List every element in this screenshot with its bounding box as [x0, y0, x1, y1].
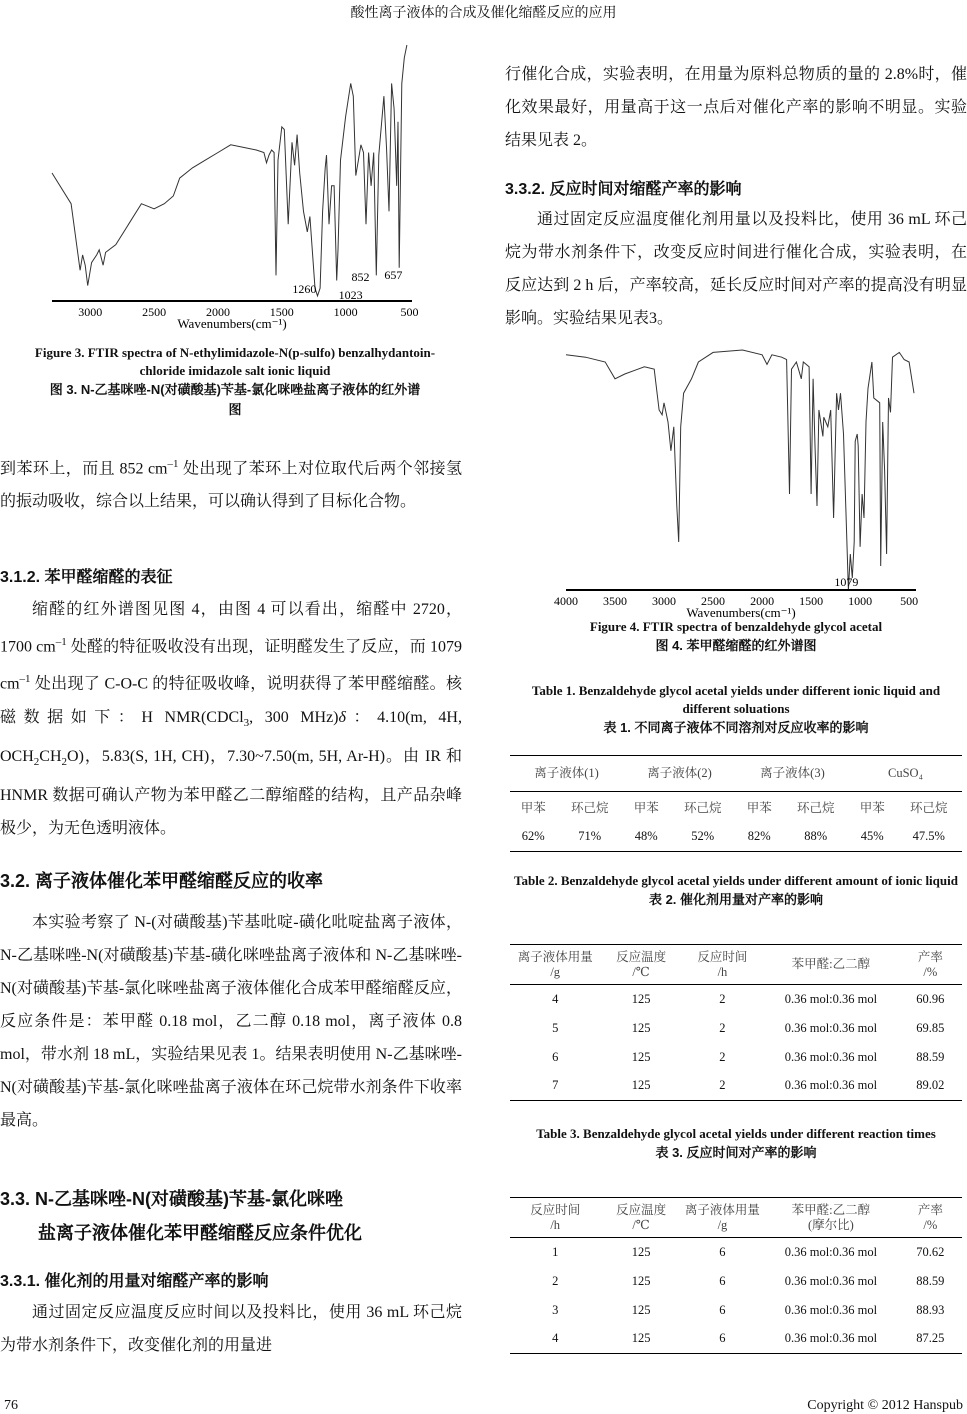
- column-header-line: /h: [717, 964, 728, 979]
- table-header-row: [510, 945, 962, 985]
- table-cell: 3: [552, 1302, 559, 1317]
- table-cell: 0.36 mol:0.36 mol: [784, 1078, 878, 1093]
- table-2-caption-cn: 表 2. 催化剂用量对产率的影响: [648, 892, 824, 907]
- table-cell: 125: [631, 1049, 651, 1064]
- table-1-solvent-header: 环己烷: [683, 800, 722, 815]
- column-header-line: /%: [923, 1217, 938, 1232]
- table-1-caption-en: Table 1. Benzaldehyde glycol acetal yields under different ionic liquid and different soluations: [531, 683, 941, 716]
- table-1-group-header: 离子液体(1): [534, 766, 599, 780]
- table-1-value: 45%: [860, 828, 884, 843]
- text-run: 通过固定反应温度催化剂用量以及投料比，使用 36 mL 环己烷为带水剂条件下，改变反应时间进行催化合成，实验表明，在反应达到 2 h 后，产率较高，延长反应时间对产率的提高没有明显影响。实验结果见表3。: [505, 211, 967, 327]
- table-row: [510, 1014, 962, 1043]
- table-cell: 2: [719, 1078, 726, 1093]
- column-header-line: /%: [923, 964, 938, 979]
- table-cell: 4: [552, 991, 559, 1006]
- column-header: [763, 945, 899, 985]
- peak-annotation: 657: [384, 268, 403, 282]
- section-3-3-1-heading: 3.3.1. 催化剂的用量对缩醛产率的影响: [0, 1273, 269, 1290]
- section-3-3-2-heading: 3.3.2. 反应时间对缩醛产率的影响: [505, 181, 742, 198]
- table-cell: 0.36 mol:0.36 mol: [784, 1049, 878, 1064]
- peak-annotation: 1079: [834, 575, 859, 589]
- column-header-line: /℃: [632, 1217, 650, 1232]
- column-header-line: 反应温度: [616, 1202, 667, 1217]
- x-tick-label: 3000: [652, 594, 677, 608]
- table-cell: 0.36 mol:0.36 mol: [784, 1244, 878, 1259]
- figure-4-caption-en: Figure 4. FTIR spectra of benzaldehyde glycol acetal: [589, 619, 883, 634]
- section-3-2-heading: 3.2. 离子液体催化苯甲醛缩醛反应的收率: [0, 871, 324, 891]
- figure-4-caption-cn: 图 4. 苯甲醛缩醛的红外谱图: [655, 638, 817, 653]
- text-run: 通过固定反应温度反应时间以及投料比，使用 36 mL 环己烷为带水剂条件下，改变催化剂的用量进: [0, 1304, 462, 1354]
- table-2: [510, 944, 962, 1101]
- table-1-solvent-header: 甲苯: [746, 800, 772, 815]
- column-header-line: 苯甲醛:乙二醇: [791, 1202, 871, 1217]
- table-row: [510, 1296, 962, 1325]
- x-tick-label: 3500: [603, 594, 628, 608]
- table-cell: 125: [631, 1302, 651, 1317]
- column-header-line: /℃: [632, 964, 650, 979]
- x-tick-label: 2500: [142, 305, 167, 319]
- text-run: –1: [167, 458, 179, 470]
- table-1-solvent-header: 环己烷: [570, 800, 609, 815]
- column-header: [899, 945, 962, 985]
- table-1-group-header: CuSO₄: [888, 766, 923, 780]
- column-header-line: /h: [550, 1217, 561, 1232]
- figure-4-ftir-chart: [540, 340, 940, 620]
- table-cell: 0.36 mol:0.36 mol: [784, 991, 878, 1006]
- x-tick-label: 2000: [205, 305, 230, 319]
- x-axis-label: Wavenumbers(cm⁻¹): [177, 316, 287, 331]
- table-cell: 125: [631, 1273, 651, 1288]
- table-cell: 0.36 mol:0.36 mol: [784, 1020, 878, 1035]
- table-1-solvent-header: 甲苯: [520, 800, 546, 815]
- paragraph-conclusion: [0, 448, 462, 518]
- table-cell: 4: [552, 1331, 559, 1346]
- copyright: Copyright © 2012 Hanspub: [807, 1398, 963, 1413]
- table-cell: 70.62: [916, 1244, 945, 1259]
- table-cell: 2: [719, 1049, 726, 1064]
- table-cell: 6: [719, 1244, 726, 1259]
- table-1-solvent-header: 环己烷: [909, 800, 948, 815]
- table-row: [510, 1043, 962, 1072]
- column-header: [899, 1198, 962, 1238]
- x-tick-label: 500: [400, 305, 419, 319]
- column-header: [600, 1198, 681, 1238]
- table-cell: 5: [552, 1020, 559, 1035]
- table-row: [510, 1238, 962, 1267]
- table-cell: 125: [631, 991, 651, 1006]
- table-1-solvent-header: 环己烷: [796, 800, 835, 815]
- section-3-3-heading-line1: 3.3. N-乙基咪唑-N(对磺酸基)苄基-氯化咪唑: [0, 1189, 343, 1209]
- table-cell: 88.59: [916, 1273, 945, 1288]
- table-1-solvent-header: 甲苯: [859, 800, 885, 815]
- table-cell: 6: [552, 1049, 559, 1064]
- table-row: [510, 1267, 962, 1296]
- column-header: [682, 945, 763, 985]
- text-run: 处出现了苯环上对位取代后两个邻接氢的振动吸收，综合以上结果，可以确认得到了目标化合物。: [0, 460, 462, 511]
- x-tick-label: 1000: [848, 594, 873, 608]
- column-header: [510, 1198, 600, 1238]
- column-header-line: 产率: [917, 1202, 943, 1217]
- table-cell: 88.59: [916, 1049, 945, 1064]
- x-tick-label: 4000: [554, 594, 578, 608]
- text-run: 处出现了 C-O-C 的特征吸收峰，说明获得了苯甲醛缩醛。核磁数据如下：H NMR(CDCl: [0, 675, 462, 726]
- table-cell: 2: [719, 1020, 726, 1035]
- table-cell: 1: [552, 1244, 559, 1259]
- text-run: δ: [338, 708, 346, 726]
- table-3: [510, 1197, 962, 1354]
- x-tick-label: 500: [900, 594, 919, 608]
- table-1: [510, 755, 962, 852]
- table-cell: 125: [631, 1331, 651, 1346]
- table-1-value: 47.5%: [912, 828, 945, 843]
- x-tick-label: 1500: [269, 305, 294, 319]
- text-run: 到苯环上，而且 852 cm: [0, 460, 168, 478]
- table-3-caption-cn: 表 3. 反应时间对产率的影响: [655, 1145, 817, 1160]
- x-tick-label: 1000: [333, 305, 358, 319]
- peak-annotation: 1260: [292, 282, 317, 296]
- table-row: [510, 1325, 962, 1354]
- column-header-line: 苯甲醛:乙二醇: [791, 957, 871, 971]
- table-cell: 2: [719, 991, 726, 1006]
- table-cell: 69.85: [916, 1020, 945, 1035]
- text-run: 行催化合成，实验表明，在用量为原料总物质的量的 2.8%时，催化效果最好，用量高于这一点后对催化产率的影响不明显。实验结果见表 2。: [505, 66, 967, 149]
- table-1-caption-cn: 表 1. 不同离子液体不同溶剂对反应收率的影响: [603, 720, 869, 735]
- table-1-value: 48%: [634, 828, 658, 843]
- text-run: O)，5.83(S, 1H, CH)，7.30~7.50(m, 5H, Ar-H)。由 IR 和 HNMR 数据可确认产物为苯甲醛乙二醇缩醛的结构，且产品杂峰极少，为无色透明液体。: [0, 747, 462, 838]
- table-row: [510, 985, 962, 1014]
- column-header-line: 反应时间: [530, 1202, 581, 1217]
- text-run: –1: [19, 673, 31, 686]
- page-number: 76: [4, 1398, 18, 1413]
- figure-3-caption-en: Figure 3. FTIR spectra of N-ethylimidazole-N(p-sulfo) benzalhydantoin-chloride imidazole salt ionic liquid: [34, 345, 436, 378]
- text-run: ：4.10(m, 4H, OCH: [0, 708, 462, 765]
- x-tick-label: 1500: [799, 594, 824, 608]
- table-2-caption-en: Table 2. Benzaldehyde glycol acetal yields under different amount of ionic liquid: [514, 873, 958, 888]
- paragraph-acetal-characterization: [0, 593, 462, 845]
- x-tick-label: 2500: [701, 594, 726, 608]
- table-cell: 0.36 mol:0.36 mol: [784, 1302, 878, 1317]
- column-header: [763, 1198, 899, 1238]
- column-header-line: (摩尔比): [807, 1217, 854, 1232]
- x-tick-label: 3000: [78, 305, 103, 319]
- text-run: 处醛的特征吸收没有出现，证明醛发生了反应，而 1079 cm: [0, 638, 462, 693]
- peak-annotation: 852: [351, 270, 370, 284]
- table-3-caption-en: Table 3. Benzaldehyde glycol acetal yields under different reaction times: [536, 1126, 936, 1141]
- table-1-value: 52%: [691, 828, 715, 843]
- column-header-line: 离子液体用量: [684, 1202, 760, 1217]
- table-header-row: [510, 1198, 962, 1238]
- column-header-line: 反应温度: [616, 949, 667, 964]
- section-3-1-2-heading: 3.1.2. 苯甲醛缩醛的表征: [0, 569, 173, 586]
- table-1-group-header: 离子液体(2): [647, 766, 712, 780]
- table-cell: 2: [552, 1273, 559, 1288]
- text-run: 3: [243, 716, 250, 729]
- x-tick-label: 2000: [750, 594, 775, 608]
- paragraph-yield: [0, 906, 462, 1137]
- paragraph-catalyst-result: [505, 58, 967, 157]
- paragraph-reaction-time: [505, 203, 967, 335]
- table-1-value: 62%: [521, 828, 545, 843]
- table-1-group-header: 离子液体(3): [760, 766, 825, 780]
- table-cell: 125: [631, 1078, 651, 1093]
- table-cell: 6: [719, 1331, 726, 1346]
- text-run: 2: [61, 756, 68, 769]
- column-header-line: 离子液体用量: [517, 949, 593, 964]
- x-axis-label: Wavenumbers(cm⁻¹): [686, 605, 796, 620]
- table-cell: 89.02: [916, 1078, 945, 1093]
- table-1-value: 82%: [747, 828, 771, 843]
- column-header-line: 反应时间: [697, 949, 748, 964]
- column-header: [682, 1198, 763, 1238]
- table-cell: 88.93: [916, 1302, 945, 1317]
- table-row: [510, 1072, 962, 1101]
- column-header-line: 产率: [917, 949, 943, 964]
- table-cell: 87.25: [916, 1331, 945, 1346]
- spectrum-line: [566, 350, 914, 590]
- spectrum-line: [52, 45, 407, 296]
- text-run: 2: [33, 756, 40, 769]
- table-cell: 0.36 mol:0.36 mol: [784, 1331, 878, 1346]
- table-cell: 6: [719, 1302, 726, 1317]
- running-header: 酸性离子液体的合成及催化缩醛反应的应用: [350, 6, 617, 21]
- peak-annotation: 1023: [338, 288, 363, 302]
- text-run: –1: [55, 636, 67, 648]
- table-1-value: 88%: [804, 828, 828, 843]
- section-3-3-heading-line2: 盐离子液体催化苯甲醛缩醛反应条件优化: [38, 1223, 362, 1243]
- table-cell: 125: [631, 1244, 651, 1259]
- table-cell: 0.36 mol:0.36 mol: [784, 1273, 878, 1288]
- text-run: 本实验考察了 N-(对磺酸基)苄基吡啶-磺化吡啶盐离子液体，N-乙基咪唑-N(对磺酸基)苄基-磺化咪唑盐离子液体和 N-乙基咪唑-N(对磺酸基)苄基-氯化咪唑盐离子液体催化合成苯甲醛缩醛反应，反应条件是：苯甲醛 0.18 mol，乙二醇 0.18 mol，离子液体 0.8 mol，带水剂 18 mL，实验结果见表 1。结果表明使用 N-乙基咪唑-N(对磺酸基)苄基-氯化咪唑盐离子液体在环己烷带水剂条件下收率最高。: [0, 914, 462, 1129]
- table-cell: 7: [552, 1078, 559, 1093]
- column-header: [510, 945, 600, 985]
- text-run: 缩醛的红外谱图见图 4，由图 4 可以看出，缩醛中 2720，1700 cm: [0, 601, 462, 656]
- figure-3-caption-cn: 图 3. N-乙基咪唑-N(对磺酸基)苄基-氯化咪唑盐离子液体的红外谱图: [49, 382, 421, 417]
- table-1-solvent-header: 甲苯: [633, 800, 659, 815]
- table-cell: 60.96: [916, 991, 945, 1006]
- column-header: [600, 945, 681, 985]
- figure-3-ftir-chart: [40, 45, 440, 335]
- text-run: CH: [39, 747, 62, 765]
- column-header-line: /g: [717, 1217, 728, 1232]
- table-1-value: 71%: [578, 828, 602, 843]
- table-cell: 6: [719, 1273, 726, 1288]
- text-run: , 300 MHz): [249, 708, 339, 726]
- column-header-line: /g: [550, 964, 561, 979]
- table-cell: 125: [631, 1020, 651, 1035]
- paragraph-catalyst-amount: [0, 1296, 462, 1362]
